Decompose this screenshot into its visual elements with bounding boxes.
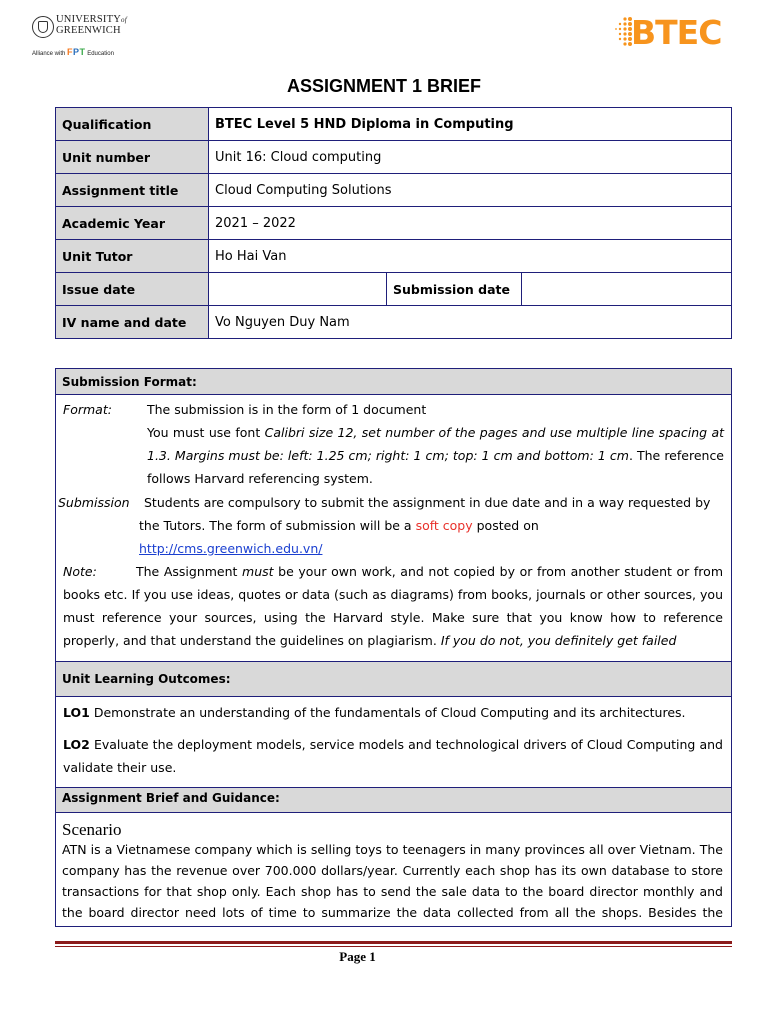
- table-row: [56, 174, 732, 207]
- assignment-title-value: Cloud Computing Solutions: [209, 174, 732, 207]
- learning-outcomes-header: Unit Learning Outcomes:: [56, 661, 731, 697]
- footer-rule-thin: [55, 946, 732, 947]
- submission-label: Submission: [58, 495, 130, 510]
- scenario-line1: ATN is a Vietnamese company which is selling toys to teenagers in many provinces all over Vietnam. The: [62, 842, 723, 857]
- lo1-line: [63, 704, 686, 722]
- university-line2: GREENWICH: [56, 24, 121, 36]
- scenario-line4: the board director need lots of time to summarize the data collected from all the shops. Besides the: [62, 905, 723, 920]
- scenario-line2: company has the revenue over 700.000 dollars/year. Currently each shop has its own database to store: [62, 863, 723, 878]
- lo1-code: LO1: [63, 705, 90, 720]
- iv-name-date-label: IV name and date: [56, 306, 209, 339]
- format-line3-a: 1.3. Margins must be: left: 1.25 cm; right: 1 cm; top: 1 cm and bottom: 1 cm: [147, 448, 629, 463]
- alliance-suffix: Education: [87, 51, 114, 57]
- fpt-logo: [67, 47, 86, 57]
- qualification-value: BTEC Level 5 HND Diploma in Computing: [209, 108, 732, 141]
- fpt-t: T: [79, 47, 86, 57]
- lo1-text: Demonstrate an understanding of the fundamentals of Cloud Computing and its architectures.: [89, 705, 686, 720]
- cms-link[interactable]: http://cms.greenwich.edu.vn/: [139, 541, 323, 556]
- submission-format-header: Submission Format:: [56, 369, 731, 395]
- page-number: Page 1: [339, 949, 376, 964]
- note-line2: books etc. If you use ideas, quotes or data (such as diagrams) from books, journals or other sources, you: [63, 587, 723, 602]
- assignment-info-table: [55, 107, 732, 339]
- lo2-text-line1: Evaluate the deployment models, service models and technological drivers of Cloud Computing and: [89, 737, 723, 752]
- note-line4: [63, 632, 676, 650]
- table-row: [56, 306, 732, 339]
- submission-line2: [139, 517, 539, 535]
- format-line3: [147, 447, 724, 465]
- greenwich-crest-icon: [32, 16, 54, 38]
- footer-rule-thick: [55, 941, 732, 944]
- lo2-line1: [63, 736, 723, 754]
- format-line1: The submission is in the form of 1 document: [147, 402, 427, 417]
- university-line1: UNIVERSITY: [56, 14, 121, 25]
- note-must: must: [242, 564, 274, 579]
- submission-line1: Students are compulsory to submit the assignment in due date and in a way requested by: [144, 495, 711, 510]
- format-line2-b: Calibri size 12, set number of the pages and use multiple line spacing at: [264, 425, 724, 440]
- format-line2-a: You must use font: [147, 425, 265, 440]
- fpt-p: P: [73, 47, 80, 57]
- guidance-header: Assignment Brief and Guidance:: [56, 787, 731, 813]
- unit-tutor-label: Unit Tutor: [56, 240, 209, 273]
- format-line4: follows Harvard referencing system.: [147, 471, 373, 486]
- scenario-heading: Scenario: [62, 820, 122, 839]
- academic-year-value: 2021 – 2022: [209, 207, 732, 240]
- lo2-line2: validate their use.: [63, 760, 177, 775]
- university-name: [56, 15, 127, 36]
- alliance-prefix: Alliance with: [32, 51, 66, 57]
- unit-number-label: Unit number: [56, 141, 209, 174]
- scenario-line3: transactions for that shop only. Each shop has to send the sale data to the board director monthly and: [62, 884, 723, 899]
- note-line3: must reference your sources, using the Harvard style. Make sure that you know how to reference: [63, 610, 723, 625]
- assignment-brief-box: [55, 368, 732, 927]
- table-row: [56, 141, 732, 174]
- note-line4-b: If you do not, you definitely get failed: [440, 633, 677, 648]
- unit-tutor-value: Ho Hai Van: [209, 240, 732, 273]
- note-line4-a: properly, and that understand the guidelines on plagiarism.: [63, 633, 441, 648]
- assignment-title-label: Assignment title: [56, 174, 209, 207]
- university-of-greenwich-logo: [32, 14, 142, 62]
- issue-date-value: [209, 273, 387, 306]
- submission-date-value: [522, 273, 732, 306]
- table-row: [56, 207, 732, 240]
- btec-wordmark: BTEC: [631, 13, 722, 52]
- lo2-code: LO2: [63, 737, 90, 752]
- btec-logo: [613, 14, 743, 54]
- format-line2: [147, 424, 724, 442]
- issue-date-label: Issue date: [56, 273, 209, 306]
- submission-line2-b: posted on: [472, 518, 539, 533]
- submission-line2-a: the Tutors. The form of submission will be a: [139, 518, 416, 533]
- btec-dots-icon: [613, 16, 633, 50]
- note-label: Note:: [63, 564, 97, 579]
- fpt-f: F: [67, 47, 74, 57]
- qualification-label: Qualification: [56, 108, 209, 141]
- page-title: ASSIGNMENT 1 BRIEF: [286, 76, 482, 96]
- format-line3-b: . The reference: [628, 448, 725, 463]
- submission-date-label: Submission date: [387, 273, 522, 306]
- academic-year-label: Academic Year: [56, 207, 209, 240]
- iv-name-date-value: Vo Nguyen Duy Nam: [209, 306, 732, 339]
- soft-copy-text: soft copy: [415, 518, 473, 533]
- note-line1-b: be your own work, and not copied by or from another student or from: [273, 564, 723, 579]
- note-line1-a: The Assignment: [136, 564, 243, 579]
- table-row: [56, 273, 732, 306]
- note-line1: [136, 563, 723, 581]
- table-row: [56, 240, 732, 273]
- table-row: [56, 108, 732, 141]
- format-label: Format:: [63, 402, 112, 417]
- university-of: of: [121, 16, 127, 24]
- alliance-line: [32, 47, 114, 57]
- unit-number-value: Unit 16: Cloud computing: [209, 141, 732, 174]
